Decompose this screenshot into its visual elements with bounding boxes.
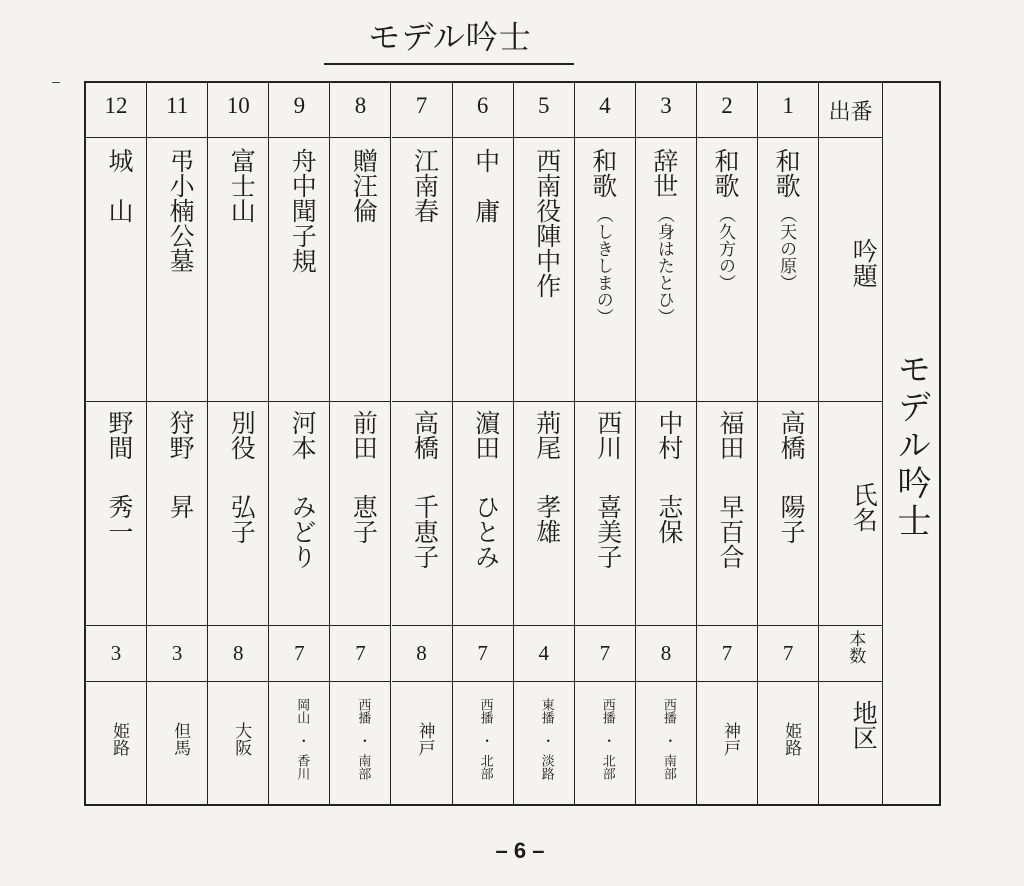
entry-count-cell bbox=[697, 626, 758, 682]
given-name: 孝雄 bbox=[532, 494, 562, 544]
entry-number: 10 bbox=[226, 93, 250, 118]
margin-mark bbox=[52, 82, 60, 83]
entry-area-cell bbox=[330, 682, 391, 804]
entry-poem-cell bbox=[636, 138, 697, 402]
header-name-label: 氏名 bbox=[849, 482, 879, 532]
given-name: 志保 bbox=[654, 494, 684, 544]
entry-poem-cell bbox=[147, 138, 208, 402]
entry-number: 11 bbox=[166, 93, 189, 118]
area-text: 北部 bbox=[477, 754, 493, 780]
side-title-cell bbox=[882, 83, 939, 804]
entry-number: 7 bbox=[415, 93, 428, 118]
entry-name-cell bbox=[330, 402, 391, 626]
area-text: 淡路 bbox=[538, 754, 554, 780]
surname: 高橋 bbox=[777, 410, 807, 460]
entry-poem-cell bbox=[575, 138, 636, 402]
entry-poem-cell bbox=[269, 138, 330, 402]
area-text: 北部 bbox=[599, 754, 615, 780]
area-text: 香川 bbox=[294, 754, 310, 780]
header-number-cell bbox=[819, 83, 883, 138]
poem-title: 辞世 bbox=[649, 148, 679, 198]
entry-name-cell bbox=[208, 402, 269, 626]
header-count-label: 本数 bbox=[845, 630, 866, 664]
given-name: 喜美子 bbox=[593, 494, 623, 569]
poem-subtitle: （天の原） bbox=[776, 206, 797, 291]
entry-count-cell bbox=[453, 626, 514, 682]
entry-area-cell bbox=[758, 682, 819, 804]
entry-count: 3 bbox=[171, 641, 183, 665]
given-name: ひとみ bbox=[471, 494, 501, 569]
entry-poem-cell bbox=[330, 138, 391, 402]
surname: 狩野 bbox=[166, 410, 196, 460]
entry-name-cell bbox=[392, 402, 453, 626]
area-text: 姫路 bbox=[781, 722, 802, 756]
entry-name-cell bbox=[697, 402, 758, 626]
area-text: ・ bbox=[599, 734, 615, 747]
header-area-label: 地区 bbox=[849, 700, 879, 750]
header-name-cell bbox=[819, 402, 883, 626]
header-poem-label: 吟題 bbox=[849, 238, 879, 288]
header-poem-cell bbox=[819, 138, 883, 402]
surname: 濵田 bbox=[471, 410, 501, 460]
area-text: 但馬 bbox=[170, 722, 191, 756]
poem-title: 舟中聞子規 bbox=[288, 148, 318, 273]
entry-name-cell bbox=[269, 402, 330, 626]
area-text: ・ bbox=[538, 734, 554, 747]
entry-number-cell bbox=[330, 83, 391, 138]
header-number-label: 出番 bbox=[828, 100, 873, 125]
area-text: 西播 bbox=[477, 698, 493, 724]
poem-title: 和歌 bbox=[588, 148, 618, 198]
area-text: ・ bbox=[660, 734, 676, 747]
entry-area-cell bbox=[514, 682, 575, 804]
poem-title: 江南春 bbox=[410, 148, 440, 223]
entry-area-cell bbox=[697, 682, 758, 804]
entry-count-cell bbox=[208, 626, 269, 682]
entry-area-cell bbox=[208, 682, 269, 804]
area-text: ・ bbox=[477, 734, 493, 747]
entry-number-cell bbox=[392, 83, 453, 138]
given-name: 陽子 bbox=[777, 494, 807, 544]
poem-title: 弔小楠公墓 bbox=[166, 148, 196, 273]
poem-subtitle: （久方の） bbox=[715, 206, 735, 291]
entry-number-cell bbox=[697, 83, 758, 138]
entry-area-cell bbox=[269, 682, 330, 804]
poem-title: 中 庸 bbox=[471, 148, 501, 223]
entry-count: 8 bbox=[232, 641, 244, 665]
surname: 福田 bbox=[716, 410, 745, 460]
poem-title: 和歌 bbox=[772, 148, 802, 198]
given-name: 千恵子 bbox=[410, 494, 440, 569]
entry-poem-cell bbox=[697, 138, 758, 402]
area-text: 大阪 bbox=[231, 722, 252, 756]
poem-title: 和歌 bbox=[711, 148, 740, 198]
surname: 中村 bbox=[654, 410, 684, 460]
entry-count-cell bbox=[147, 626, 208, 682]
entry-poem-cell bbox=[758, 138, 819, 402]
given-name: 昇 bbox=[166, 494, 196, 519]
entry-poem-cell bbox=[514, 138, 575, 402]
poem-title: 富士山 bbox=[227, 148, 257, 223]
entry-area-cell bbox=[575, 682, 636, 804]
header-area-cell bbox=[819, 682, 883, 804]
entry-area-cell bbox=[392, 682, 453, 804]
poem-title: 贈汪倫 bbox=[349, 148, 379, 223]
area-text: 岡山 bbox=[294, 698, 310, 724]
entry-area-cell bbox=[147, 682, 208, 804]
entry-count: 7 bbox=[599, 641, 611, 665]
page-number: – 6 – bbox=[495, 838, 545, 863]
entry-count-cell bbox=[758, 626, 819, 682]
entry-number: 3 bbox=[660, 93, 672, 118]
entry-poem-cell bbox=[392, 138, 453, 402]
area-text: 南部 bbox=[355, 754, 371, 780]
entry-name-cell bbox=[636, 402, 697, 626]
entry-name-cell bbox=[147, 402, 208, 626]
surname: 高橋 bbox=[410, 410, 440, 460]
surname: 河本 bbox=[288, 410, 318, 460]
entry-name-cell bbox=[758, 402, 819, 626]
title-underline bbox=[324, 63, 574, 65]
given-name: 秀一 bbox=[105, 494, 134, 544]
given-name: 弘子 bbox=[227, 494, 257, 544]
entry-number-cell bbox=[575, 83, 636, 138]
entry-number: 8 bbox=[354, 93, 367, 118]
entry-count: 7 bbox=[355, 641, 366, 665]
entry-name-cell bbox=[453, 402, 514, 626]
entry-number: 9 bbox=[293, 93, 306, 118]
entry-number: 5 bbox=[537, 93, 550, 118]
header-count-cell bbox=[819, 626, 883, 682]
entry-count: 7 bbox=[782, 641, 794, 665]
surname: 荊尾 bbox=[532, 410, 562, 460]
poem-subtitle: （しきしまの） bbox=[592, 206, 613, 325]
given-name: みどり bbox=[288, 494, 318, 569]
entry-area-cell bbox=[453, 682, 514, 804]
area-text: ・ bbox=[355, 734, 371, 747]
entry-number-cell bbox=[208, 83, 269, 138]
poem-title: 城 山 bbox=[105, 148, 134, 223]
surname: 野間 bbox=[105, 410, 134, 460]
entry-poem-cell bbox=[208, 138, 269, 402]
entry-number: 12 bbox=[104, 93, 128, 118]
entry-number-cell bbox=[636, 83, 697, 138]
entry-count-cell bbox=[514, 626, 575, 682]
surname: 別役 bbox=[227, 410, 257, 460]
entry-count: 4 bbox=[538, 641, 549, 665]
area-text: 南部 bbox=[660, 754, 676, 780]
entry-count: 7 bbox=[721, 641, 733, 665]
area-text: 西播 bbox=[599, 698, 615, 724]
entry-count: 8 bbox=[660, 641, 672, 665]
side-title: モデル吟士 bbox=[891, 351, 931, 541]
surname: 前田 bbox=[349, 410, 379, 460]
entry-count: 7 bbox=[477, 641, 488, 665]
entry-count: 7 bbox=[294, 641, 305, 665]
entry-name-cell bbox=[575, 402, 636, 626]
entry-name-cell bbox=[514, 402, 575, 626]
entry-count-cell bbox=[392, 626, 453, 682]
page-title: モデル吟士 bbox=[368, 18, 532, 56]
entry-count: 8 bbox=[416, 641, 427, 665]
entry-number: 2 bbox=[721, 93, 733, 118]
program-table bbox=[84, 81, 941, 806]
entry-number-cell bbox=[147, 83, 208, 138]
entry-count-cell bbox=[269, 626, 330, 682]
area-text: 姫路 bbox=[109, 722, 129, 756]
area-text: 西播 bbox=[355, 698, 371, 724]
poem-subtitle: （身はたとひ） bbox=[653, 206, 674, 325]
entry-count: 3 bbox=[110, 641, 122, 665]
area-text: ・ bbox=[294, 734, 310, 747]
entry-area-cell bbox=[636, 682, 697, 804]
entry-poem-cell bbox=[453, 138, 514, 402]
poem-title: 西南役陣中作 bbox=[532, 148, 562, 298]
area-text: 西播 bbox=[660, 698, 676, 724]
entry-area-cell bbox=[86, 682, 147, 804]
given-name: 早百合 bbox=[716, 494, 745, 569]
area-text: 神戸 bbox=[720, 722, 740, 756]
entry-count-cell bbox=[330, 626, 391, 682]
area-text: 東播 bbox=[538, 698, 554, 724]
entry-count-cell bbox=[636, 626, 697, 682]
entry-number-cell bbox=[453, 83, 514, 138]
surname: 西川 bbox=[593, 410, 623, 460]
entry-number: 1 bbox=[782, 93, 794, 118]
entry-number-cell bbox=[269, 83, 330, 138]
given-name: 恵子 bbox=[349, 494, 379, 544]
entry-number-cell bbox=[514, 83, 575, 138]
entry-name-cell bbox=[86, 402, 147, 626]
entry-count-cell bbox=[86, 626, 147, 682]
entry-number-cell bbox=[86, 83, 147, 138]
entry-number-cell bbox=[758, 83, 819, 138]
entry-count-cell bbox=[575, 626, 636, 682]
area-text: 神戸 bbox=[414, 722, 435, 756]
entry-number: 4 bbox=[599, 93, 611, 118]
entry-number: 6 bbox=[476, 93, 489, 118]
entry-poem-cell bbox=[86, 138, 147, 402]
